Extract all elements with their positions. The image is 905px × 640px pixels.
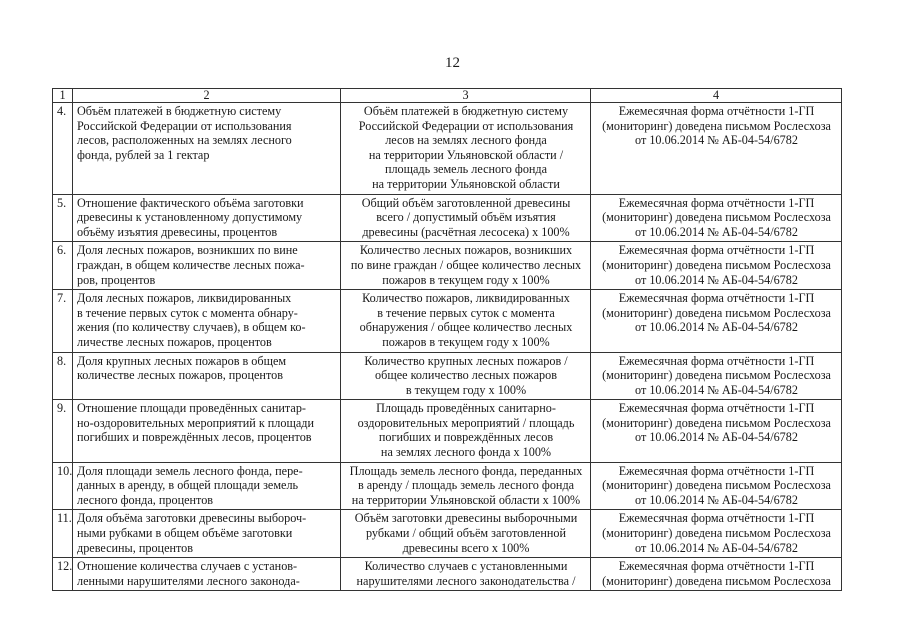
source-cell-line: от 10.06.2014 № АБ-04-54/6782 <box>635 320 798 335</box>
formula-cell-line: на территории Ульяновской области х 100% <box>351 492 581 507</box>
source-cell <box>591 352 842 400</box>
indicator-cell <box>73 290 341 352</box>
source-cell-line: (мониторинг) доведена письмом Рослесхоза <box>602 526 831 541</box>
table-row <box>53 290 842 352</box>
formula-cell-line: пожаров в текущем году х 100% <box>382 272 550 287</box>
source-cell <box>591 400 842 462</box>
source-cell-line: от 10.06.2014 № АБ-04-54/6782 <box>635 492 798 507</box>
indicator-cell-line: Доля объёма заготовки древесины выбороч- <box>77 511 307 526</box>
row-number: 8. <box>53 352 73 400</box>
formula-cell <box>341 352 591 400</box>
indicator-cell <box>73 558 341 591</box>
source-cell-line: Ежемесячная форма отчётности 1-ГП <box>618 463 815 478</box>
column-header-4: 4 <box>591 89 842 103</box>
table-row <box>53 352 842 400</box>
source-cell-line: (мониторинг) доведена письмом Рослесхоза <box>602 478 831 493</box>
formula-cell-line: древесины всего х 100% <box>402 540 530 555</box>
formula-cell <box>341 194 591 242</box>
column-header-2: 2 <box>73 89 341 103</box>
formula-cell-line: на территории Ульяновской области <box>372 176 560 191</box>
formula-cell-line: лесов на землях лесного фонда <box>385 133 547 148</box>
source-cell-line: от 10.06.2014 № АБ-04-54/6782 <box>635 430 798 445</box>
formula-cell-line: пожаров в текущем году х 100% <box>382 334 550 349</box>
formula-cell-line: в аренду / площадь земель лесного фонда <box>357 478 575 493</box>
indicator-cell-line: древесины, процентов <box>77 540 194 555</box>
indicator-cell-line: фонда, рублей за 1 гектар <box>77 147 210 162</box>
table-row <box>53 400 842 462</box>
indicator-cell-line: Доля крупных лесных пожаров в общем <box>77 353 287 368</box>
source-cell-line: (мониторинг) доведена письмом Рослесхоза <box>602 257 831 272</box>
table-header-row <box>53 89 842 103</box>
row-number: 11. <box>53 510 73 558</box>
table-row <box>53 103 842 195</box>
formula-cell-line: Российской Федерации от использования <box>358 118 574 133</box>
source-cell <box>591 290 842 352</box>
indicator-cell-line: лесного фонда, процентов <box>77 492 214 507</box>
row-number: 9. <box>53 400 73 462</box>
indicator-cell-line: граждан, в общем количестве лесных пожа- <box>77 257 305 272</box>
indicator-cell-line: жения (по количеству случаев), в общем ко- <box>77 320 306 335</box>
indicator-cell-line: погибших и повреждённых лесов, процентов <box>77 430 312 445</box>
indicator-cell-line: ленными нарушителями лесного законода- <box>77 573 300 588</box>
table-row <box>53 194 842 242</box>
indicator-cell-line: Отношение фактического объёма заготовки <box>77 195 304 210</box>
source-cell-line: Ежемесячная форма отчётности 1-ГП <box>618 353 815 368</box>
indicator-cell-line: количестве лесных пожаров, процентов <box>77 368 283 383</box>
indicator-cell-line: в течение первых суток с момента обнару- <box>77 305 298 320</box>
indicators-table <box>52 88 842 591</box>
indicator-cell-line: данных в аренду, в общей площади земель <box>77 478 299 493</box>
formula-cell-line: Объём заготовки древесины выборочными <box>354 511 578 526</box>
indicator-cell-line: Отношение площади проведённых санитар- <box>77 401 306 416</box>
formula-cell-line: на землях лесного фонда х 100% <box>380 445 552 460</box>
indicator-cell-line: Доля лесных пожаров, возникших по вине <box>77 243 298 258</box>
source-cell-line: Ежемесячная форма отчётности 1-ГП <box>618 104 815 118</box>
source-cell-line: Ежемесячная форма отчётности 1-ГП <box>618 243 815 258</box>
source-cell-line: Ежемесячная форма отчётности 1-ГП <box>618 195 815 210</box>
source-cell-line: от 10.06.2014 № АБ-04-54/6782 <box>635 133 798 148</box>
source-cell-line: Ежемесячная форма отчётности 1-ГП <box>618 559 815 574</box>
formula-cell <box>341 462 591 510</box>
formula-cell-line: Количество пожаров, ликвидированных <box>362 291 570 306</box>
formula-cell-line: оздоровительных мероприятий / площадь <box>357 415 575 430</box>
formula-cell-line: Площадь проведённых санитарно- <box>376 401 556 416</box>
source-cell <box>591 462 842 510</box>
indicator-cell <box>73 352 341 400</box>
formula-cell <box>341 103 591 195</box>
formula-cell-line: общее количество лесных пожаров <box>375 368 557 383</box>
source-cell <box>591 242 842 290</box>
page-number: 12 <box>445 55 460 71</box>
formula-cell-line: обнаружения / общее количество лесных <box>359 320 573 335</box>
indicator-cell-line: древесины к установленному допустимому <box>77 210 303 225</box>
row-number: 4. <box>53 103 73 195</box>
row-number: 10. <box>53 462 73 510</box>
indicator-cell <box>73 462 341 510</box>
indicator-cell <box>73 400 341 462</box>
source-cell <box>591 103 842 195</box>
source-cell-line: от 10.06.2014 № АБ-04-54/6782 <box>635 382 798 397</box>
formula-cell <box>341 558 591 591</box>
formula-cell-line: всего / допустимый объём изъятия <box>376 210 556 225</box>
source-cell-line: от 10.06.2014 № АБ-04-54/6782 <box>635 540 798 555</box>
formula-cell-line: площадь земель лесного фонда <box>384 162 548 177</box>
row-number: 5. <box>53 194 73 242</box>
source-cell-line: (мониторинг) доведена письмом Рослесхоза <box>602 210 831 225</box>
indicator-cell-line: но-оздоровительных мероприятий к площади <box>77 415 315 430</box>
indicator-cell-line: Объём платежей в бюджетную систему <box>77 104 282 118</box>
indicator-cell <box>73 103 341 195</box>
formula-cell-line: погибших и повреждённых лесов <box>378 430 554 445</box>
formula-cell <box>341 242 591 290</box>
formula-cell-line: в течение первых суток с момента <box>377 305 555 320</box>
row-number: 12. <box>53 558 73 591</box>
column-header-3: 3 <box>341 89 591 103</box>
indicator-cell-line: ными рубками в общем объёме заготовки <box>77 526 293 541</box>
row-number: 7. <box>53 290 73 352</box>
formula-cell-line: Общий объём заготовленной древесины <box>361 195 571 210</box>
indicator-cell-line: лесов, расположенных на землях лесного <box>77 133 292 148</box>
source-cell-line: (мониторинг) доведена письмом Рослесхоза <box>602 118 831 133</box>
formula-cell <box>341 510 591 558</box>
formula-cell-line: рубками / общий объём заготовленной <box>365 526 566 541</box>
formula-cell <box>341 290 591 352</box>
source-cell-line: (мониторинг) доведена письмом Рослесхоза <box>602 305 831 320</box>
table-row <box>53 558 842 591</box>
indicator-cell <box>73 242 341 290</box>
indicator-cell <box>73 510 341 558</box>
indicator-cell-line: объёму изъятия древесины, процентов <box>77 224 278 239</box>
formula-cell-line: Количество случаев с установленными <box>364 559 568 574</box>
formula-cell-line: Объём платежей в бюджетную систему <box>363 104 569 118</box>
table-row <box>53 242 842 290</box>
source-cell <box>591 558 842 591</box>
formula-cell-line: Количество крупных лесных пожаров / <box>364 353 568 368</box>
indicator-cell-line: Доля площади земель лесного фонда, пере- <box>77 463 303 478</box>
row-number: 6. <box>53 242 73 290</box>
source-cell-line: (мониторинг) доведена письмом Рослесхоза <box>602 573 831 588</box>
source-cell-line: от 10.06.2014 № АБ-04-54/6782 <box>635 224 798 239</box>
source-cell-line: (мониторинг) доведена письмом Рослесхоза <box>602 368 831 383</box>
source-cell-line: Ежемесячная форма отчётности 1-ГП <box>618 511 815 526</box>
table-row <box>53 462 842 510</box>
formula-cell-line: на территории Ульяновской области / <box>368 147 564 162</box>
indicator-cell-line: Доля лесных пожаров, ликвидированных <box>77 291 292 306</box>
formula-cell-line: Площадь земель лесного фонда, переданных <box>349 463 583 478</box>
source-cell-line: (мониторинг) доведена письмом Рослесхоза <box>602 415 831 430</box>
table-row <box>53 510 842 558</box>
source-cell <box>591 194 842 242</box>
column-header-1: 1 <box>53 89 73 103</box>
formula-cell-line: по вине граждан / общее количество лесных <box>350 257 582 272</box>
indicator-cell-line: Отношение количества случаев с установ- <box>77 559 298 574</box>
indicator-cell <box>73 194 341 242</box>
formula-cell-line: древесины (расчётная лесосека) х 100% <box>362 224 570 239</box>
source-cell-line: Ежемесячная форма отчётности 1-ГП <box>618 401 815 416</box>
source-cell <box>591 510 842 558</box>
formula-cell-line: нарушителями лесного законодательства / <box>356 573 576 588</box>
formula-cell-line: Количество лесных пожаров, возникших <box>359 243 573 258</box>
indicator-cell-line: ров, процентов <box>77 272 156 287</box>
formula-cell <box>341 400 591 462</box>
indicator-cell-line: Российской Федерации от использования <box>77 118 292 133</box>
source-cell-line: от 10.06.2014 № АБ-04-54/6782 <box>635 272 798 287</box>
source-cell-line: Ежемесячная форма отчётности 1-ГП <box>618 291 815 306</box>
indicator-cell-line: личестве лесных пожаров, процентов <box>77 334 272 349</box>
formula-cell-line: в текущем году х 100% <box>405 382 527 397</box>
